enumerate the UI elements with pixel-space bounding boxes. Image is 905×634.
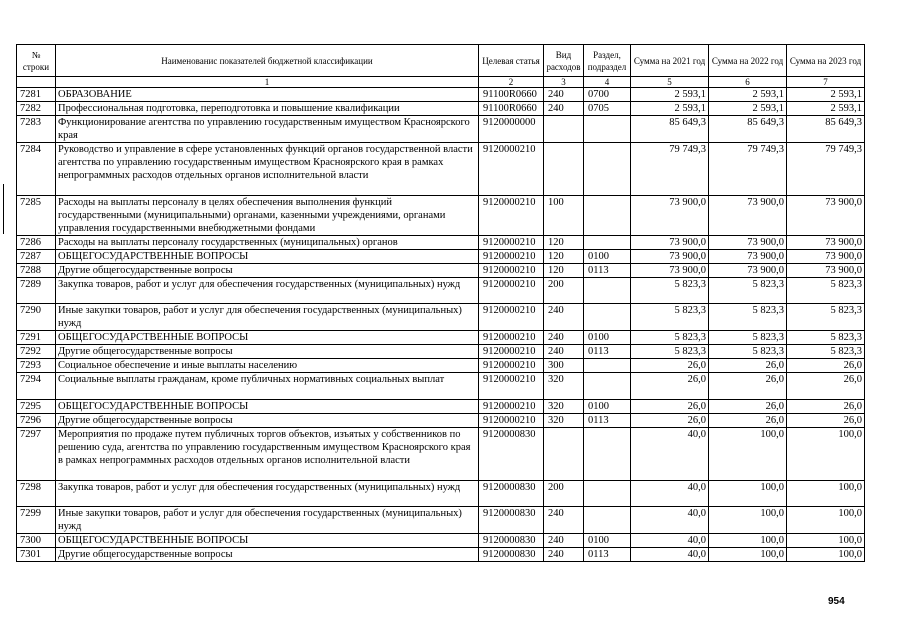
row-target-article: 9120000210 bbox=[479, 373, 544, 400]
row-sum-2023: 73 900,0 bbox=[787, 250, 865, 264]
row-sum-2021: 2 593,1 bbox=[631, 88, 709, 102]
row-expense-kind: 320 bbox=[544, 373, 584, 400]
row-sum-2022: 100,0 bbox=[709, 428, 787, 481]
row-section bbox=[584, 116, 631, 143]
row-sum-2023: 5 823,3 bbox=[787, 304, 865, 331]
row-section bbox=[584, 359, 631, 373]
row-section bbox=[584, 196, 631, 236]
row-section: 0705 bbox=[584, 102, 631, 116]
header-target: Целевая статья bbox=[479, 45, 544, 77]
row-name: Руководство и управление в сфере установленных функций органов государственной власти агентства по управлению государственным имуществом Красноярского края в рамках непрограммных расходов отдельных органов исполнительной власти bbox=[56, 143, 479, 196]
row-target-article: 9120000210 bbox=[479, 250, 544, 264]
row-target-article: 9120000210 bbox=[479, 196, 544, 236]
header-sum-2022: Сумма на 2022 год bbox=[709, 45, 787, 77]
row-expense-kind: 240 bbox=[544, 345, 584, 359]
row-sum-2023: 26,0 bbox=[787, 414, 865, 428]
table-row bbox=[17, 345, 865, 359]
row-name: Функционирование агентства по управлению государственным имуществом Красноярского края bbox=[56, 116, 479, 143]
row-section: 0100 bbox=[584, 400, 631, 414]
table-row bbox=[17, 414, 865, 428]
row-number: 7299 bbox=[17, 507, 56, 534]
row-name: Другие общегосударственные вопросы bbox=[56, 345, 479, 359]
table-row bbox=[17, 236, 865, 250]
row-sum-2021: 73 900,0 bbox=[631, 196, 709, 236]
row-target-article: 9120000210 bbox=[479, 236, 544, 250]
row-sum-2023: 100,0 bbox=[787, 534, 865, 548]
table-row bbox=[17, 102, 865, 116]
row-target-article: 9120000210 bbox=[479, 304, 544, 331]
row-expense-kind bbox=[544, 428, 584, 481]
row-number: 7287 bbox=[17, 250, 56, 264]
row-sum-2021: 5 823,3 bbox=[631, 345, 709, 359]
row-section bbox=[584, 143, 631, 196]
row-sum-2022: 2 593,1 bbox=[709, 88, 787, 102]
row-name: ОБЩЕГОСУДАРСТВЕННЫЕ ВОПРОСЫ bbox=[56, 534, 479, 548]
row-number: 7281 bbox=[17, 88, 56, 102]
row-sum-2023: 73 900,0 bbox=[787, 264, 865, 278]
table-row bbox=[17, 250, 865, 264]
row-sum-2021: 73 900,0 bbox=[631, 264, 709, 278]
table-row bbox=[17, 428, 865, 481]
row-sum-2021: 79 749,3 bbox=[631, 143, 709, 196]
row-expense-kind: 240 bbox=[544, 507, 584, 534]
row-sum-2021: 73 900,0 bbox=[631, 250, 709, 264]
row-sum-2021: 26,0 bbox=[631, 373, 709, 400]
row-expense-kind: 240 bbox=[544, 548, 584, 562]
row-sum-2023: 100,0 bbox=[787, 428, 865, 481]
table-row bbox=[17, 264, 865, 278]
row-number: 7285 bbox=[17, 196, 56, 236]
row-expense-kind: 300 bbox=[544, 359, 584, 373]
row-sum-2023: 79 749,3 bbox=[787, 143, 865, 196]
row-sum-2022: 5 823,3 bbox=[709, 278, 787, 304]
row-sum-2023: 85 649,3 bbox=[787, 116, 865, 143]
row-sum-2022: 26,0 bbox=[709, 373, 787, 400]
row-sum-2023: 73 900,0 bbox=[787, 236, 865, 250]
header-sum-2021: Сумма на 2021 год bbox=[631, 45, 709, 77]
page-number: 954 bbox=[828, 596, 845, 607]
row-sum-2022: 26,0 bbox=[709, 414, 787, 428]
table-row bbox=[17, 143, 865, 196]
column-number: 7 bbox=[787, 77, 865, 88]
row-number: 7298 bbox=[17, 481, 56, 507]
table-row bbox=[17, 359, 865, 373]
row-target-article: 9120000830 bbox=[479, 548, 544, 562]
table-row bbox=[17, 548, 865, 562]
row-number: 7284 bbox=[17, 143, 56, 196]
row-name: ОБРАЗОВАНИЕ bbox=[56, 88, 479, 102]
row-name: Закупка товаров, работ и услуг для обеспечения государственных (муниципальных) нужд bbox=[56, 481, 479, 507]
row-sum-2022: 100,0 bbox=[709, 548, 787, 562]
row-expense-kind: 240 bbox=[544, 88, 584, 102]
row-target-article: 9120000830 bbox=[479, 534, 544, 548]
row-name: Другие общегосударственные вопросы bbox=[56, 264, 479, 278]
table-row bbox=[17, 400, 865, 414]
row-target-article: 91100R0660 bbox=[479, 102, 544, 116]
row-sum-2021: 40,0 bbox=[631, 548, 709, 562]
row-number: 7301 bbox=[17, 548, 56, 562]
table-row bbox=[17, 373, 865, 400]
header-sum-2023: Сумма на 2023 год bbox=[787, 45, 865, 77]
column-number: 5 bbox=[631, 77, 709, 88]
row-name: Расходы на выплаты персоналу государственных (муниципальных) органов bbox=[56, 236, 479, 250]
row-section: 0113 bbox=[584, 345, 631, 359]
row-sum-2023: 73 900,0 bbox=[787, 196, 865, 236]
row-expense-kind: 200 bbox=[544, 481, 584, 507]
column-number: 1 bbox=[56, 77, 479, 88]
row-sum-2022: 5 823,3 bbox=[709, 304, 787, 331]
row-sum-2022: 73 900,0 bbox=[709, 236, 787, 250]
row-section: 0100 bbox=[584, 534, 631, 548]
row-number: 7293 bbox=[17, 359, 56, 373]
row-sum-2023: 26,0 bbox=[787, 373, 865, 400]
row-name: Социальные выплаты гражданам, кроме публичных нормативных социальных выплат bbox=[56, 373, 479, 400]
row-target-article: 9120000830 bbox=[479, 507, 544, 534]
row-sum-2023: 5 823,3 bbox=[787, 331, 865, 345]
column-number: 3 bbox=[544, 77, 584, 88]
row-name: ОБЩЕГОСУДАРСТВЕННЫЕ ВОПРОСЫ bbox=[56, 400, 479, 414]
table-body bbox=[17, 88, 865, 562]
row-sum-2022: 26,0 bbox=[709, 400, 787, 414]
row-target-article: 9120000210 bbox=[479, 359, 544, 373]
row-sum-2023: 2 593,1 bbox=[787, 102, 865, 116]
row-sum-2021: 40,0 bbox=[631, 507, 709, 534]
row-sum-2021: 5 823,3 bbox=[631, 304, 709, 331]
row-number: 7290 bbox=[17, 304, 56, 331]
row-target-article: 9120000210 bbox=[479, 400, 544, 414]
margin-mark bbox=[3, 184, 4, 234]
row-number: 7294 bbox=[17, 373, 56, 400]
table-row bbox=[17, 507, 865, 534]
row-target-article: 91100R0660 bbox=[479, 88, 544, 102]
row-target-article: 9120000210 bbox=[479, 278, 544, 304]
row-expense-kind: 120 bbox=[544, 264, 584, 278]
row-number: 7292 bbox=[17, 345, 56, 359]
row-section: 0113 bbox=[584, 548, 631, 562]
row-target-article: 9120000000 bbox=[479, 116, 544, 143]
row-expense-kind: 240 bbox=[544, 102, 584, 116]
table-row bbox=[17, 304, 865, 331]
table-row bbox=[17, 534, 865, 548]
column-number: 2 bbox=[479, 77, 544, 88]
row-sum-2021: 85 649,3 bbox=[631, 116, 709, 143]
row-sum-2022: 100,0 bbox=[709, 534, 787, 548]
table-row bbox=[17, 278, 865, 304]
table-row bbox=[17, 88, 865, 102]
row-name: ОБЩЕГОСУДАРСТВЕННЫЕ ВОПРОСЫ bbox=[56, 250, 479, 264]
row-sum-2021: 73 900,0 bbox=[631, 236, 709, 250]
row-sum-2021: 40,0 bbox=[631, 481, 709, 507]
row-name: Мероприятия по продаже путем публичных торгов объектов, изъятых у собственников по решению суда, агентства по управлению государственным имуществом Красноярского края в рамках непрограммных расходов отдельных органов исполнительной власти bbox=[56, 428, 479, 481]
row-number: 7296 bbox=[17, 414, 56, 428]
row-number: 7295 bbox=[17, 400, 56, 414]
table-row bbox=[17, 331, 865, 345]
row-sum-2022: 79 749,3 bbox=[709, 143, 787, 196]
table-row bbox=[17, 481, 865, 507]
budget-table bbox=[16, 44, 865, 562]
column-number-row bbox=[17, 77, 865, 88]
budget-table-sheet bbox=[16, 44, 864, 562]
column-number: 4 bbox=[584, 77, 631, 88]
row-sum-2023: 5 823,3 bbox=[787, 345, 865, 359]
row-expense-kind: 200 bbox=[544, 278, 584, 304]
row-sum-2021: 40,0 bbox=[631, 428, 709, 481]
row-expense-kind: 240 bbox=[544, 304, 584, 331]
row-section bbox=[584, 236, 631, 250]
table-row bbox=[17, 196, 865, 236]
row-sum-2022: 100,0 bbox=[709, 507, 787, 534]
row-number: 7300 bbox=[17, 534, 56, 548]
row-name: ОБЩЕГОСУДАРСТВЕННЫЕ ВОПРОСЫ bbox=[56, 331, 479, 345]
row-sum-2022: 100,0 bbox=[709, 481, 787, 507]
row-section bbox=[584, 481, 631, 507]
row-sum-2023: 100,0 bbox=[787, 481, 865, 507]
header-row bbox=[17, 45, 865, 77]
row-sum-2021: 2 593,1 bbox=[631, 102, 709, 116]
row-target-article: 9120000210 bbox=[479, 143, 544, 196]
row-expense-kind: 240 bbox=[544, 534, 584, 548]
row-sum-2022: 5 823,3 bbox=[709, 345, 787, 359]
row-section: 0113 bbox=[584, 414, 631, 428]
row-name: Расходы на выплаты персоналу в целях обеспечения выполнения функций государственными (муниципальными) органами, казенными учреждениями, органами управления государственными внебюджетными фондами bbox=[56, 196, 479, 236]
row-number: 7282 bbox=[17, 102, 56, 116]
row-sum-2021: 5 823,3 bbox=[631, 331, 709, 345]
row-expense-kind: 320 bbox=[544, 400, 584, 414]
row-target-article: 9120000210 bbox=[479, 331, 544, 345]
row-number: 7289 bbox=[17, 278, 56, 304]
row-expense-kind: 320 bbox=[544, 414, 584, 428]
row-expense-kind: 240 bbox=[544, 331, 584, 345]
row-sum-2023: 26,0 bbox=[787, 359, 865, 373]
row-section: 0100 bbox=[584, 331, 631, 345]
row-sum-2022: 85 649,3 bbox=[709, 116, 787, 143]
header-name: Наименованис показателей бюджетной классификации bbox=[56, 45, 479, 77]
row-name: Иные закупки товаров, работ и услуг для обеспечения государственных (муниципальных) нужд bbox=[56, 304, 479, 331]
row-sum-2023: 2 593,1 bbox=[787, 88, 865, 102]
row-number: 7283 bbox=[17, 116, 56, 143]
row-section bbox=[584, 507, 631, 534]
row-sum-2021: 26,0 bbox=[631, 400, 709, 414]
row-target-article: 9120000210 bbox=[479, 345, 544, 359]
column-number: 6 bbox=[709, 77, 787, 88]
row-section: 0113 bbox=[584, 264, 631, 278]
row-name: Иные закупки товаров, работ и услуг для обеспечения государственных (муниципальных) нужд bbox=[56, 507, 479, 534]
row-target-article: 9120000830 bbox=[479, 481, 544, 507]
row-section bbox=[584, 373, 631, 400]
row-section bbox=[584, 428, 631, 481]
row-target-article: 9120000830 bbox=[479, 428, 544, 481]
row-sum-2022: 73 900,0 bbox=[709, 264, 787, 278]
row-sum-2023: 26,0 bbox=[787, 400, 865, 414]
row-expense-kind bbox=[544, 143, 584, 196]
row-target-article: 9120000210 bbox=[479, 414, 544, 428]
row-number: 7286 bbox=[17, 236, 56, 250]
row-sum-2021: 5 823,3 bbox=[631, 278, 709, 304]
row-sum-2023: 100,0 bbox=[787, 548, 865, 562]
row-sum-2022: 73 900,0 bbox=[709, 250, 787, 264]
row-sum-2021: 40,0 bbox=[631, 534, 709, 548]
row-expense-kind: 100 bbox=[544, 196, 584, 236]
row-sum-2023: 100,0 bbox=[787, 507, 865, 534]
row-section bbox=[584, 304, 631, 331]
column-number bbox=[17, 77, 56, 88]
row-section: 0700 bbox=[584, 88, 631, 102]
row-name: Профессиональная подготовка, переподготовка и повышение квалификации bbox=[56, 102, 479, 116]
header-section: Раздел, подраздел bbox=[584, 45, 631, 77]
row-sum-2023: 5 823,3 bbox=[787, 278, 865, 304]
row-sum-2022: 5 823,3 bbox=[709, 331, 787, 345]
row-name: Социальное обеспечение и иные выплаты населению bbox=[56, 359, 479, 373]
header-num: № строки bbox=[17, 45, 56, 77]
row-target-article: 9120000210 bbox=[479, 264, 544, 278]
row-number: 7291 bbox=[17, 331, 56, 345]
row-name: Другие общегосударственные вопросы bbox=[56, 414, 479, 428]
row-expense-kind: 120 bbox=[544, 250, 584, 264]
row-section bbox=[584, 278, 631, 304]
table-row bbox=[17, 116, 865, 143]
row-expense-kind: 120 bbox=[544, 236, 584, 250]
row-name: Другие общегосударственные вопросы bbox=[56, 548, 479, 562]
row-sum-2021: 26,0 bbox=[631, 359, 709, 373]
row-sum-2022: 2 593,1 bbox=[709, 102, 787, 116]
row-expense-kind bbox=[544, 116, 584, 143]
row-name: Закупка товаров, работ и услуг для обеспечения государственных (муниципальных) нужд bbox=[56, 278, 479, 304]
row-sum-2021: 26,0 bbox=[631, 414, 709, 428]
header-kind: Вид расходов bbox=[544, 45, 584, 77]
row-sum-2022: 26,0 bbox=[709, 359, 787, 373]
row-number: 7288 bbox=[17, 264, 56, 278]
row-sum-2022: 73 900,0 bbox=[709, 196, 787, 236]
row-section: 0100 bbox=[584, 250, 631, 264]
row-number: 7297 bbox=[17, 428, 56, 481]
